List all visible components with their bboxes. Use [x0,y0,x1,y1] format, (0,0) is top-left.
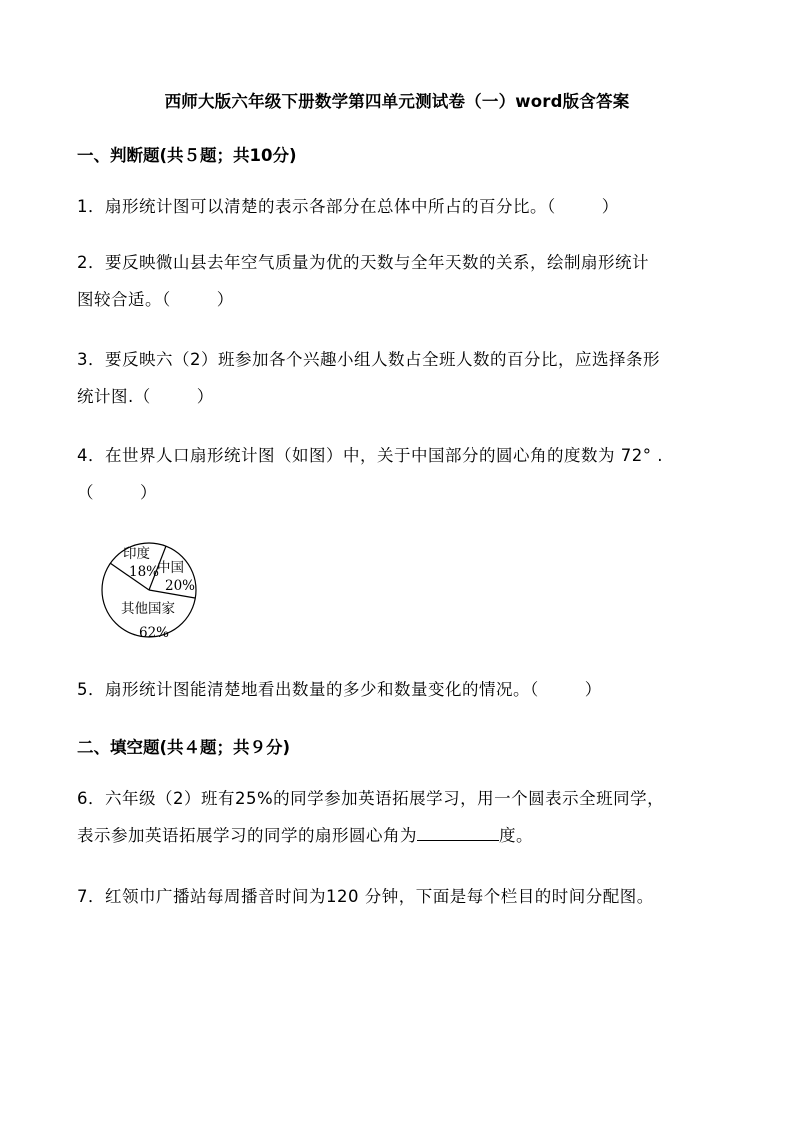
question-6 [77,780,722,854]
question-text: 3．要反映六（2）班参加各个兴趣小组人数占全班人数的百分比，应选择条形 [77,350,660,369]
question-text: 5．扇形统计图能清楚地看出数量的多少和数量变化的情况。（ ） [77,680,602,699]
question-1 [77,188,722,225]
question-text: 7．红领巾广播站每周播音时间为120 分钟，下面是每个栏目的时间分配图。 [77,887,654,906]
question-text: 6．六年级（2）班有25%的同学参加英语拓展学习，用一个圆表示全班同学， [77,789,665,808]
question-text-cont: 表示参加英语拓展学习的同学的扇形圆心角为 [77,826,417,845]
question-5 [77,671,722,708]
question-text-cont: （ ） [77,483,157,502]
question-4 [77,437,722,511]
question-text-unit: 度。 [499,826,533,845]
section-heading-fill-in: 二、填空题(共４题；共９分) [77,738,291,757]
question-7 [77,878,722,915]
question-3 [77,341,722,415]
world-population-pie-chart [101,536,201,646]
slice-label-other: 其他国家 [121,601,175,617]
question-text: 4．在世界人口扇形统计图（如图）中，关于中国部分的圆心角的度数为 72° . [77,446,663,465]
slice-label-india: 印度 [123,546,150,562]
question-2 [77,244,722,318]
slice-value-other: 62% [139,625,170,641]
question-text: 1．扇形统计图可以清楚的表示各部分在总体中所占的百分比。（ ） [77,197,619,216]
slice-value-india: 18% [129,564,160,580]
question-text-cont: 统计图.（ ） [77,387,214,406]
slice-label-china: 中国 [157,560,184,576]
section-heading-true-false: 一、判断题(共５题；共10分) [77,146,297,165]
question-text: 2．要反映微山县去年空气质量为优的天数与全年天数的关系，绘制扇形统计 [77,253,649,272]
page-title: 西师大版六年级下册数学第四单元测试卷（一）word版含答案 [164,92,630,111]
slice-value-china: 20% [165,578,196,594]
question-text-cont: 图较合适。（ ） [77,290,234,309]
answer-blank[interactable] [417,822,499,841]
